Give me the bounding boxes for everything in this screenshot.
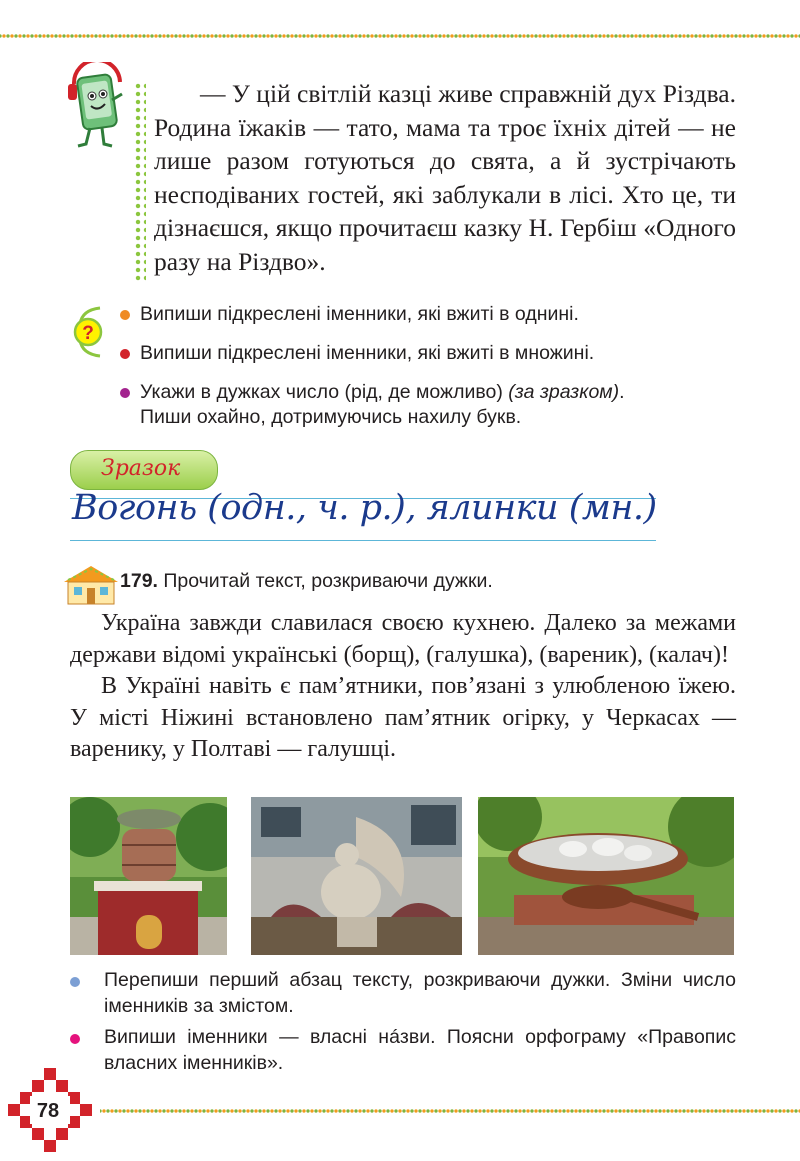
page-number: 78 [36, 1100, 60, 1122]
bottom-task-rewrite: Перепиши перший абзац тексту, розкриваючи дужки. Зміни число іменників за змістом. [70, 968, 736, 1019]
house-icon [62, 564, 120, 606]
task-item-plural: Випиши підкреслені іменники, які вжиті в множині. [120, 341, 760, 366]
paragraph-2: В Україні навіть є пам’ятники, пов’язані з улюбленою їжею. У місті Ніжині встановлено пам’ятник огірку, у Черкасах — варенику, у Полтаві — галушці. [70, 673, 736, 762]
exercise-number: 179. [120, 570, 158, 592]
paragraph-1: Україна завжди славилася своєю кухнею. Далеко за межами держави відомі українські (борщ), (галушка), (вареник), (калач)! [70, 610, 736, 668]
sample-label: Зразок [101, 456, 181, 481]
bottom-border [100, 1108, 800, 1114]
bullet-red [120, 349, 130, 359]
photo-cucumber-monument [70, 797, 227, 955]
bullet-purple [120, 388, 130, 398]
exercise-instruction: Прочитай текст, розкриваючи дужки. [163, 570, 493, 592]
photo-dumpling-monument [251, 797, 462, 955]
top-border [0, 33, 800, 39]
question-icon [70, 304, 110, 360]
sample-label-box [70, 450, 218, 490]
sample-handwriting: Вогонь (одн., ч. р.), ялинки (мн.) [72, 488, 657, 528]
bullet-blue [70, 977, 80, 987]
intro-border [134, 82, 146, 282]
bullet-orange [120, 310, 130, 320]
intro-text: — У цій світлій казці живе справжній дух Різдва. Родина їжаків — тато, мама та троє їхніх дітей — не лише разом готуються до свята, а й зустрічають несподіваних гостей, які заблукали в лісі. Хто це, ти дізнаєшся, якщо прочитаєш казку Н. Гербіш «Одного разу на Різдво». [154, 79, 736, 276]
phone-mascot-icon [62, 62, 132, 152]
task-item-singular: Випиши підкреслені іменники, які вжиті в однині. [120, 302, 760, 327]
intro-text-block [154, 77, 736, 278]
exercise-heading [120, 569, 493, 594]
photo-halushka-monument [478, 797, 734, 955]
bullet-magenta [70, 1034, 80, 1044]
svg-text:?: ? [82, 323, 94, 344]
bottom-task-proper-nouns: Випиши іменники — власні нáзви. Поясни орфограму «Правопис власних іменників». [70, 1025, 736, 1076]
task-item-extra: Укажи в дужках число (рід, де можливо) (за зразком). Пиши охайно, дотримуючись нахилу букв. [120, 380, 760, 430]
writing-line-base [70, 540, 656, 541]
exercise-text [70, 608, 736, 766]
